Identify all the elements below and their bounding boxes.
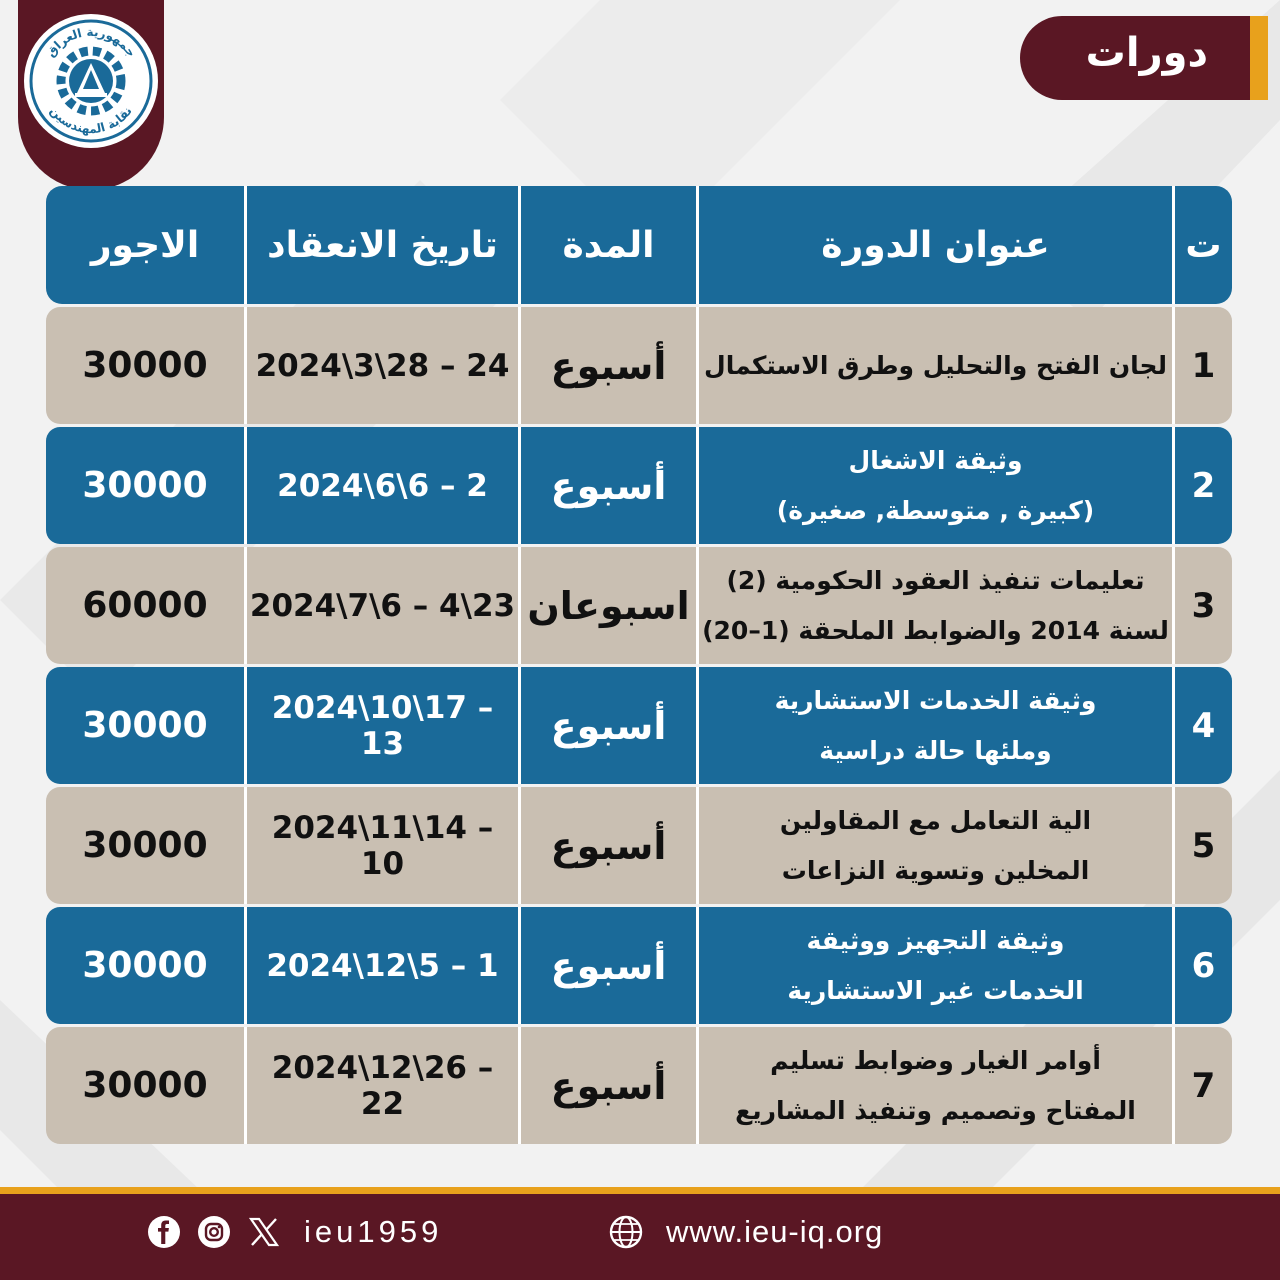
course-title-line1: وثيقة التجهيز ووثيقة bbox=[806, 925, 1065, 955]
row-duration: أسبوع bbox=[518, 427, 696, 544]
table-row bbox=[46, 1027, 1232, 1144]
header-date: تاريخ الانعقاد bbox=[244, 186, 518, 304]
instagram-icon[interactable] bbox=[196, 1214, 232, 1250]
table-row bbox=[46, 667, 1232, 784]
row-number: 3 bbox=[1172, 547, 1232, 664]
row-date: 2024\6\6 – 2 bbox=[244, 427, 518, 544]
course-title-line2: وملئها حالة دراسية bbox=[819, 735, 1052, 765]
table-row bbox=[46, 907, 1232, 1024]
svg-text:جمهورية العراق: جمهورية العراق bbox=[43, 24, 139, 60]
row-fee: 30000 bbox=[82, 945, 208, 986]
row-number: 4 bbox=[1172, 667, 1232, 784]
row-date: 2024\12\26 – 22 bbox=[244, 1027, 518, 1144]
course-title-line2: الخدمات غير الاستشارية bbox=[787, 975, 1084, 1005]
social-links bbox=[146, 1214, 442, 1250]
course-title-line1: أوامر الغيار وضوابط تسليم bbox=[770, 1045, 1101, 1075]
row-fee: 30000 bbox=[82, 1065, 208, 1106]
course-title-line1: تعليمات تنفيذ العقود الحكومية (2) bbox=[726, 565, 1145, 595]
header-number: ت bbox=[1172, 186, 1232, 304]
website-link[interactable] bbox=[608, 1214, 883, 1250]
row-course-title bbox=[696, 787, 1172, 904]
row-fee: 30000 bbox=[82, 705, 208, 746]
title-accent-bar bbox=[1250, 16, 1268, 100]
header-fee: الاجور bbox=[90, 224, 200, 266]
row-number: 6 bbox=[1172, 907, 1232, 1024]
syndicate-logo-badge bbox=[18, 0, 164, 190]
row-number: 7 bbox=[1172, 1027, 1232, 1144]
table-row bbox=[46, 307, 1232, 424]
social-handle[interactable]: ieu1959 bbox=[304, 1214, 443, 1249]
syndicate-logo bbox=[24, 14, 158, 148]
row-course-title bbox=[696, 307, 1172, 424]
row-course-title bbox=[696, 547, 1172, 664]
row-course-title bbox=[696, 907, 1172, 1024]
row-fee: 30000 bbox=[82, 465, 208, 506]
course-title-line2: المخلين وتسوية النزاعات bbox=[781, 855, 1090, 885]
row-fee: 60000 bbox=[82, 585, 208, 626]
row-number: 1 bbox=[1172, 307, 1232, 424]
course-title-line1: الية التعامل مع المقاولين bbox=[779, 805, 1092, 835]
row-fee: 30000 bbox=[82, 345, 208, 386]
row-duration: أسبوع bbox=[518, 667, 696, 784]
row-fee: 30000 bbox=[82, 825, 208, 866]
row-duration: أسبوع bbox=[518, 1027, 696, 1144]
course-title-line1: لجان الفتح والتحليل وطرق الاستكمال bbox=[704, 350, 1167, 380]
website-url[interactable]: www.ieu-iq.org bbox=[666, 1214, 884, 1249]
footer-gold-line bbox=[0, 1187, 1280, 1194]
course-title-line2: لسنة 2014 والضوابط الملحقة (1–20) bbox=[702, 615, 1169, 645]
footer bbox=[0, 1194, 1280, 1280]
logo-emblem bbox=[28, 18, 154, 144]
row-number: 5 bbox=[1172, 787, 1232, 904]
course-title-line2: المفتاح وتصميم وتنفيذ المشاريع bbox=[735, 1095, 1136, 1125]
row-number: 2 bbox=[1172, 427, 1232, 544]
row-duration: أسبوع bbox=[518, 787, 696, 904]
row-duration: اسبوعان bbox=[518, 547, 696, 664]
row-date: 2024\7\6 – 4\23 bbox=[244, 547, 518, 664]
courses-table bbox=[46, 186, 1232, 1144]
row-date: 2024\10\17 – 13 bbox=[244, 667, 518, 784]
header-duration: المدة bbox=[518, 186, 696, 304]
table-header-row bbox=[46, 186, 1232, 304]
course-title-line2: (كبيرة , متوسطة, صغيرة) bbox=[776, 495, 1095, 525]
facebook-icon[interactable] bbox=[146, 1214, 182, 1250]
row-duration: أسبوع bbox=[518, 307, 696, 424]
row-course-title bbox=[696, 427, 1172, 544]
row-duration: أسبوع bbox=[518, 907, 696, 1024]
table-row bbox=[46, 787, 1232, 904]
svg-text:نقابة المهندسين: نقابة المهندسين bbox=[47, 103, 135, 137]
row-course-title bbox=[696, 1027, 1172, 1144]
row-date: 2024\3\28 – 24 bbox=[244, 307, 518, 424]
page-title: دورات bbox=[1085, 30, 1208, 76]
globe-icon bbox=[608, 1214, 644, 1250]
course-title-line1: وثيقة الاشغال bbox=[848, 445, 1023, 475]
title-tab bbox=[1020, 16, 1256, 100]
table-row bbox=[46, 427, 1232, 544]
row-date: 2024\11\14 – 10 bbox=[244, 787, 518, 904]
course-title-line1: وثيقة الخدمات الاستشارية bbox=[774, 685, 1097, 715]
table-row bbox=[46, 547, 1232, 664]
row-date: 2024\12\5 – 1 bbox=[244, 907, 518, 1024]
header-course-title: عنوان الدورة bbox=[696, 186, 1172, 304]
row-course-title bbox=[696, 667, 1172, 784]
x-icon[interactable] bbox=[246, 1214, 282, 1250]
